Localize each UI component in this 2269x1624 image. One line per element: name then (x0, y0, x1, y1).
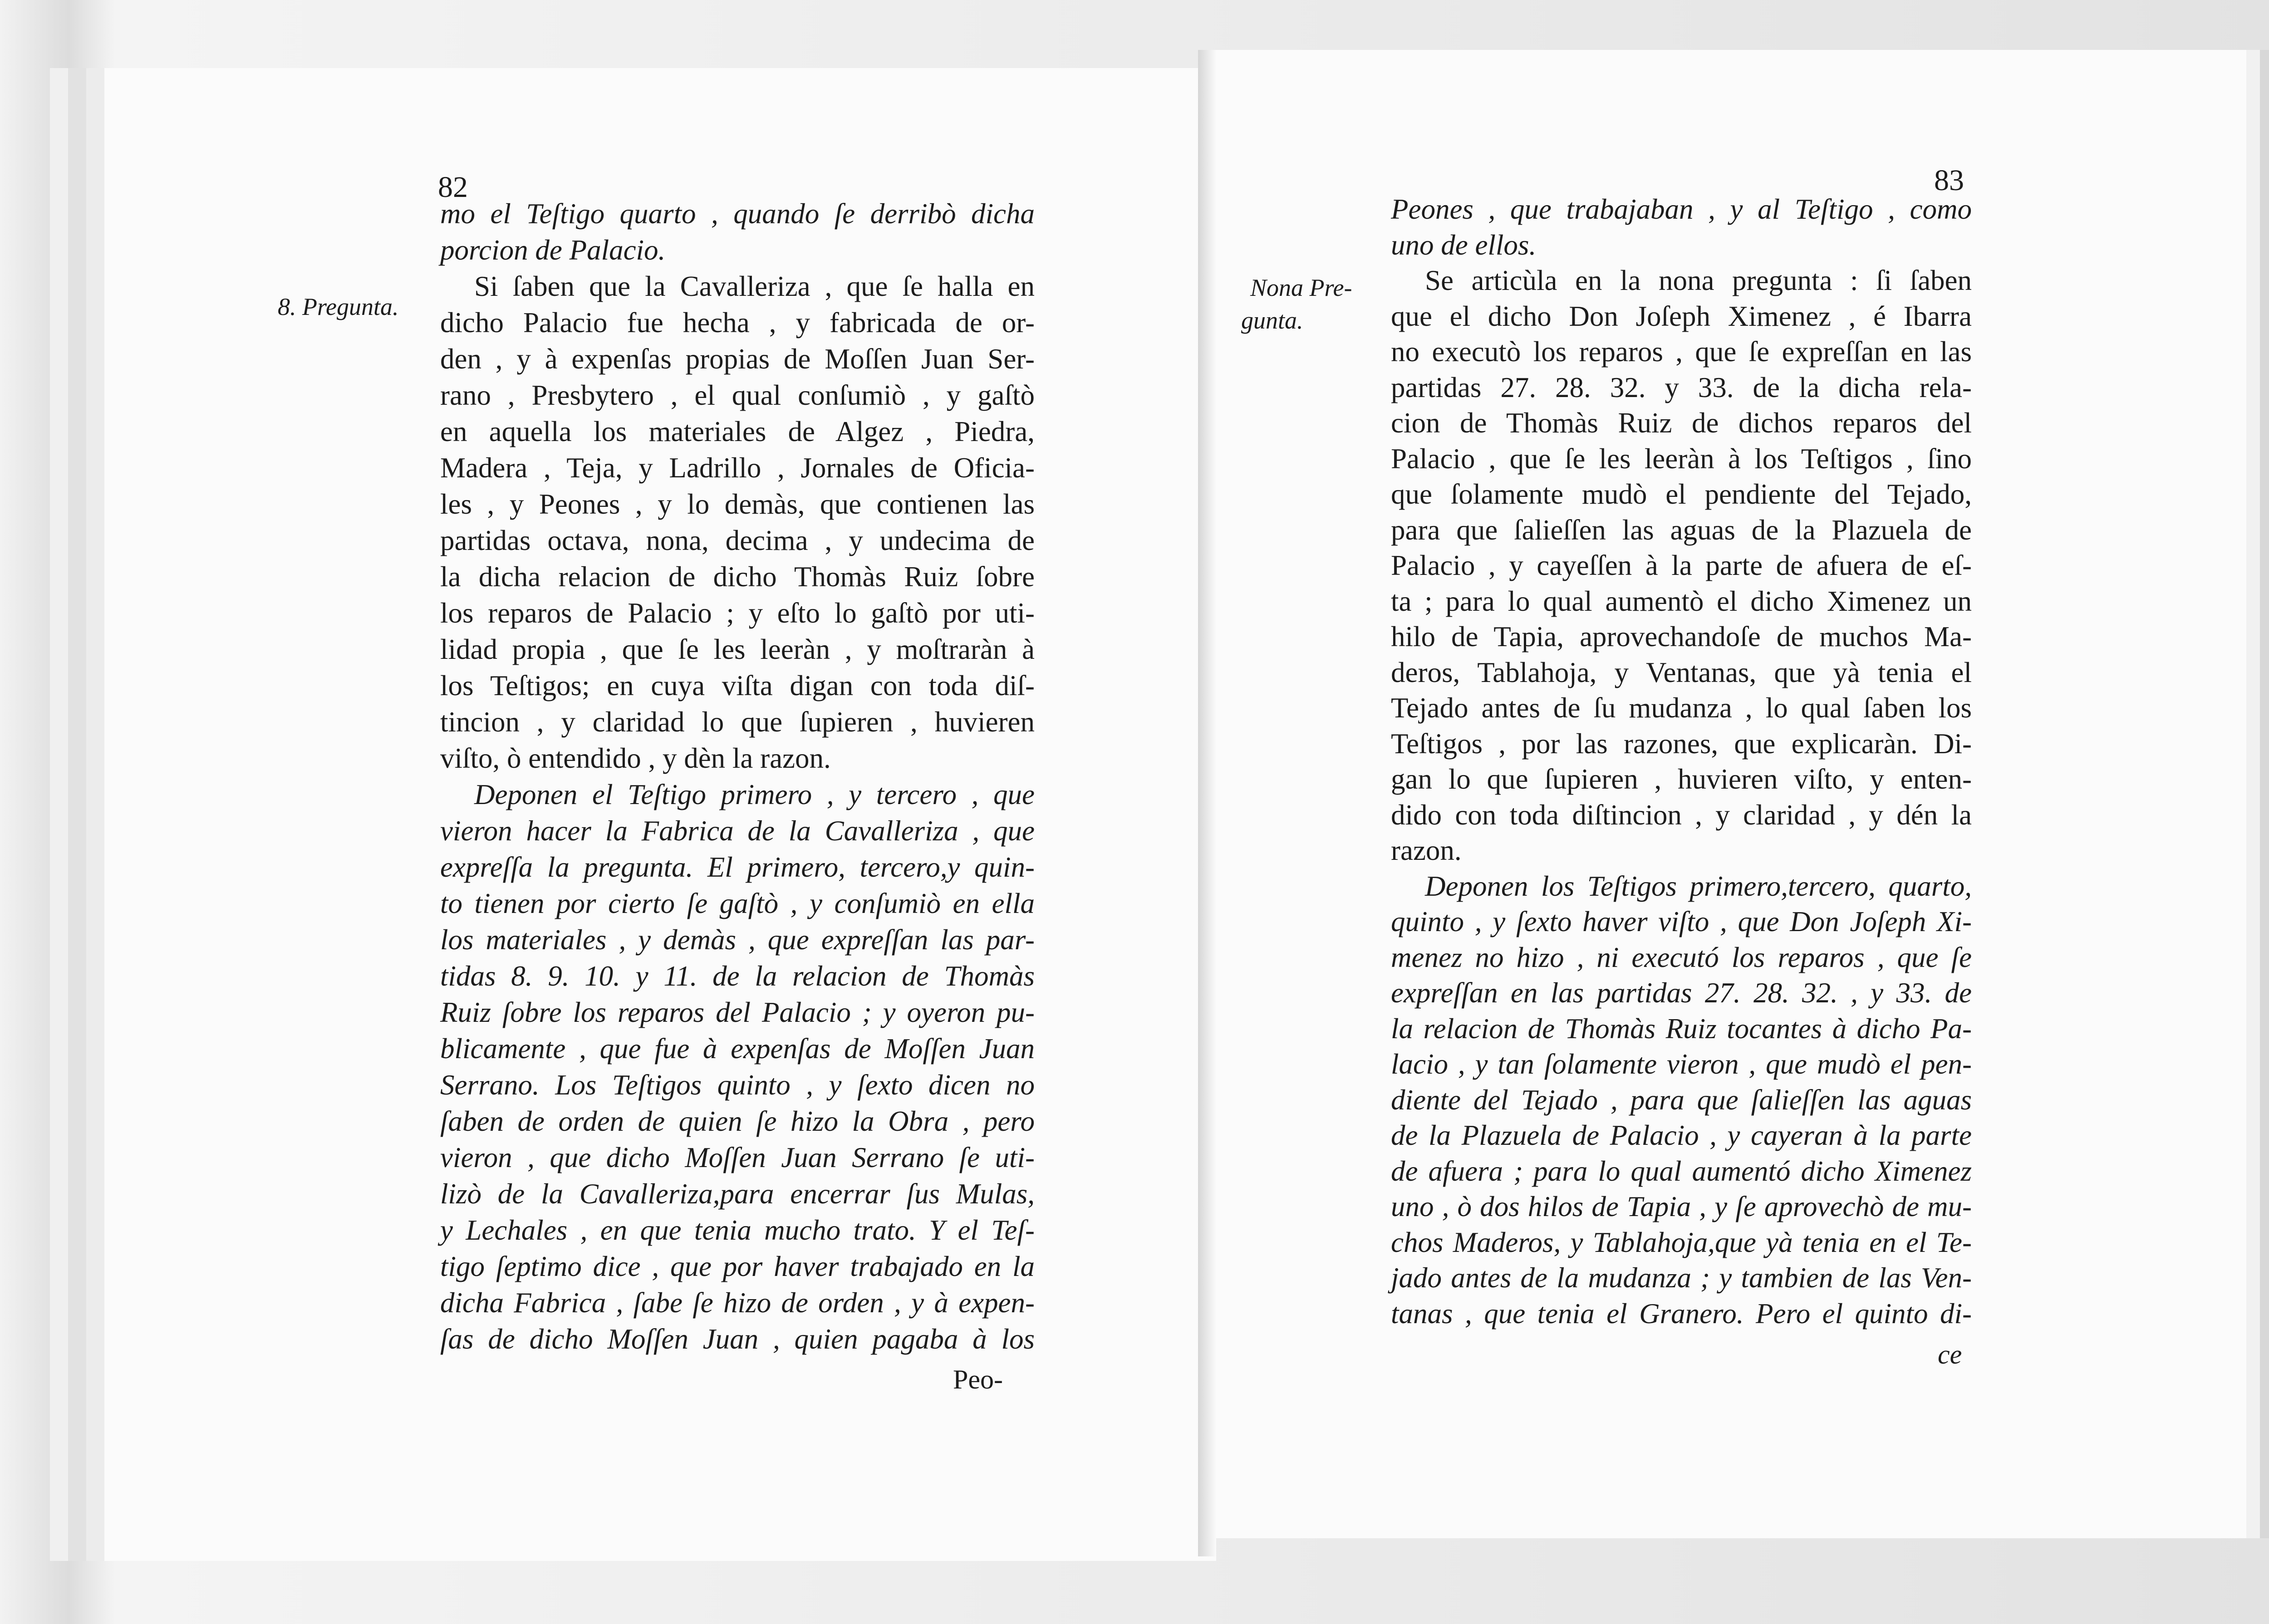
text-line: expreſſa la pregunta. El primero, tercero,y quin- (440, 851, 1035, 883)
text-line: expreſſan en las partidas 27. 28. 32. , y 33. de (1391, 977, 1972, 1009)
text-line: Teſtigos , por las razones, que explicaràn. Di- (1391, 727, 1972, 760)
margin-note-right (1241, 271, 1352, 337)
text-line: que el dicho Don Joſeph Ximenez , é Ibarra (1391, 300, 1972, 332)
text-line: ta ; para lo qual aumentò el dicho Ximenez un (1391, 585, 1972, 617)
text-line: tigo ſeptimo dice , que por haver trabajado en la (440, 1251, 1035, 1282)
text-line: lacio , y tan ſolamente vieron , que mudò el pen- (1391, 1048, 1972, 1080)
text-line: los Teſtigos; en cuya viſta digan con toda diſ- (440, 670, 1035, 702)
text-line: lizò de la Cavalleriza,para encerrar ſus Mulas, (440, 1178, 1035, 1210)
text-line: tanas , que tenia el Granero. Pero el quinto di- (1391, 1297, 1972, 1330)
text-line: Se articùla en la nona pregunta : ſi ſaben (1425, 265, 1972, 296)
text-line: deros, Tablahoja, y Ventanas, que yà tenia el (1391, 656, 1972, 688)
text-line: para que ſalieſſen las aguas de la Plazuela de (1391, 514, 1972, 546)
text-line: chos Maderos, y Tablahoja,que yà tenia en el Te- (1391, 1226, 1972, 1258)
text-line: den , y à expenſas propias de Moſſen Juan Ser- (440, 343, 1035, 375)
text-line: mo el Teſtigo quarto , quando ſe derribò dicha (440, 198, 1035, 230)
text-line: los reparos de Palacio ; y eſto lo gaſtò por uti- (440, 597, 1035, 629)
text-line: partidas 27. 28. 32. y 33. de la dicha rela- (1391, 371, 1972, 403)
text-line: uno , ò dos hilos de Tapia , y ſe aprovechò de mu- (1391, 1191, 1972, 1222)
margin-note-left: 8. Pregunta. (278, 293, 399, 320)
text-line: partidas octava, nona, decima , y undecima de (440, 525, 1035, 556)
text-line: Serrano. Los Teſtigos quinto , y ſexto dicen no (440, 1069, 1035, 1101)
text-line: Deponen el Teſtigo primero , y tercero , que (474, 779, 1035, 810)
text-line: que ſolamente mudò el pendiente del Tejado, (1391, 478, 1972, 510)
text-line: blicamente , que fue à expenſas de Moſſen Juan (440, 1033, 1035, 1065)
text-line: menez no hizo , ni executó los reparos , que ſe (1391, 941, 1972, 973)
text-line: tidas 8. 9. 10. y 11. de la relacion de Thomàs (440, 960, 1035, 992)
text-line: tincion , y claridad lo que ſupieren , huvieren (440, 706, 1035, 738)
text-line: les , y Peones , y lo demàs, que contienen las (440, 488, 1035, 520)
margin-note-right-line2: gunta. (1241, 307, 1303, 334)
text-line: cion de Thomàs Ruiz de dichos reparos del (1391, 407, 1972, 439)
catchword-right: ce (1938, 1339, 1962, 1369)
text-line: dicho Palacio fue hecha , y fabricada de or- (440, 307, 1035, 339)
text-line: Palacio , y cayeſſen à la parte de afuera de eſ- (1391, 550, 1972, 581)
text-line: la dicha relacion de dicho Thomàs Ruiz ſobre (440, 561, 1035, 593)
text-line: los materiales , y demàs , que expreſſan las par- (440, 924, 1035, 956)
book-gutter (1198, 50, 1216, 1556)
text-line: razon. (1391, 834, 1462, 866)
text-line: hilo de Tapia, aprovechandoſe de muchos Ma- (1391, 621, 1972, 653)
text-line: Peones , que trabajaban , y al Teſtigo , como (1391, 193, 1972, 225)
text-line: Palacio , que ſe les leeràn à los Teſtigos , ſino (1391, 442, 1972, 475)
text-line: no executò los reparos , que ſe expreſſan en las (1391, 336, 1972, 368)
text-line: Madera , Teja, y Ladrillo , Jornales de Oficia- (440, 452, 1035, 484)
text-line: Deponen los Teſtigos primero,tercero, quarto, (1425, 870, 1972, 902)
text-line: Tejado antes de ſu mudanza , lo qual ſaben los (1391, 692, 1972, 724)
text-line: ſaben de orden de quien ſe hizo la Obra , pero (440, 1105, 1035, 1137)
text-line: jado antes de la mudanza ; y tambien de las Ven- (1391, 1262, 1972, 1294)
text-line: dido con toda diſtincion , y claridad , y dén la (1391, 799, 1972, 831)
text-line: Ruiz ſobre los reparos del Palacio ; y oyeron pu- (440, 996, 1035, 1028)
catchword-left: Peo- (953, 1364, 1003, 1394)
text-line: lidad propia , que ſe les leeràn , y moſtraràn à (440, 633, 1035, 665)
margin-note-right-line1: Nona Pre- (1250, 274, 1352, 301)
text-line: dicha Fabrica , ſabe ſe hizo de orden , y à expen- (440, 1287, 1035, 1319)
text-line: y Lechales , en que tenia mucho trato. Y el Teſ- (440, 1214, 1035, 1246)
text-line: en aquella los materiales de Algez , Piedra, (440, 416, 1035, 447)
text-line: vieron , que dicho Moſſen Juan Serrano ſe uti- (440, 1142, 1035, 1173)
text-line: quinto , y ſexto haver viſto , que Don Joſeph Xi- (1391, 906, 1972, 937)
page-number-right: 83 (1934, 164, 1964, 197)
text-line: la relacion de Thomàs Ruiz tocantes à dicho Pa- (1391, 1012, 1972, 1045)
text-line: to tienen por cierto ſe gaſtò , y conſumiò en ella (440, 888, 1035, 919)
text-line: ſas de dicho Moſſen Juan , quien pagaba à los (440, 1323, 1035, 1355)
text-line: rano , Presbytero , el qual conſumiò , y gaſtò (440, 379, 1035, 411)
text-line: diente del Tejado , para que ſalieſſen las aguas (1391, 1084, 1972, 1116)
text-line: uno de ellos. (1391, 229, 1537, 261)
text-line: de la Plazuela de Palacio , y cayeran à la parte (1391, 1119, 1972, 1151)
text-line: vieron hacer la Fabrica de la Cavalleriza , que (440, 815, 1035, 847)
page-number-left: 82 (438, 171, 468, 204)
text-line: viſto, ò entendido , y dèn la razon. (440, 742, 831, 774)
text-line: Si ſaben que la Cavalleriza , que ſe halla en (474, 270, 1035, 302)
text-line: de afuera ; para lo qual aumentó dicho Ximenez (1391, 1155, 1972, 1187)
text-line: gan lo que ſupieren , huvieren viſto, y enten- (1391, 763, 1972, 795)
text-line: porcion de Palacio. (440, 234, 666, 266)
